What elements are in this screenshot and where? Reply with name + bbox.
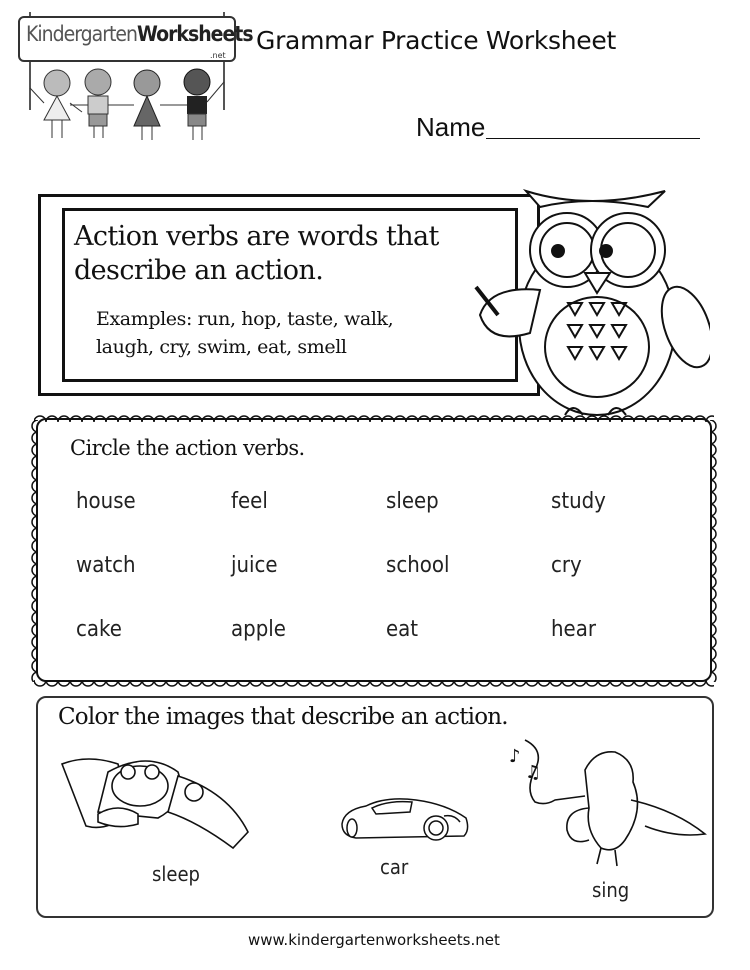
logo-suffix: .net — [210, 51, 226, 60]
word-option[interactable]: sleep — [386, 489, 439, 514]
word-option[interactable]: eat — [386, 617, 419, 642]
logo-text-part1: Kindergarten — [26, 22, 137, 46]
word-option[interactable]: cake — [76, 617, 122, 642]
owl-teacher-icon — [460, 185, 710, 420]
word-option[interactable]: house — [76, 489, 136, 514]
word-option[interactable]: feel — [231, 489, 268, 514]
logo — [0, 0, 253, 150]
word-option[interactable]: watch — [76, 553, 136, 578]
circle-instruction: Circle the action verbs. — [70, 436, 305, 460]
word-option[interactable]: apple — [231, 617, 286, 642]
logo-text — [26, 22, 253, 46]
word-grid — [76, 484, 696, 648]
image-caption-sleep: sleep — [152, 862, 200, 886]
logo-text-part2: Worksheets — [136, 22, 253, 46]
music-note-icon: ♪ — [509, 746, 521, 767]
image-caption-sing: sing — [592, 878, 630, 902]
word-option[interactable]: juice — [231, 553, 278, 578]
car-icon[interactable] — [336, 788, 476, 848]
singing-bird-icon[interactable] — [505, 730, 715, 880]
info-examples: Examples: run, hop, taste, walk, laugh, cry, swim, eat, smell — [96, 308, 394, 358]
word-option[interactable]: study — [551, 489, 606, 514]
image-caption-car: car — [380, 855, 409, 879]
name-label: Name — [416, 112, 486, 142]
page-title: Grammar Practice Worksheet — [256, 26, 616, 55]
music-note-icon: ♫ — [525, 762, 542, 783]
color-instruction: Color the images that describe an action. — [58, 704, 508, 730]
sleeping-frog-icon[interactable] — [58, 752, 258, 852]
word-option[interactable]: hear — [551, 617, 596, 642]
word-option[interactable]: cry — [551, 553, 582, 578]
footer-url[interactable]: www.kindergartenworksheets.net — [248, 931, 500, 949]
word-option[interactable]: school — [386, 553, 450, 578]
name-field[interactable] — [486, 138, 700, 139]
info-heading: Action verbs are words that describe an action. — [74, 221, 439, 286]
